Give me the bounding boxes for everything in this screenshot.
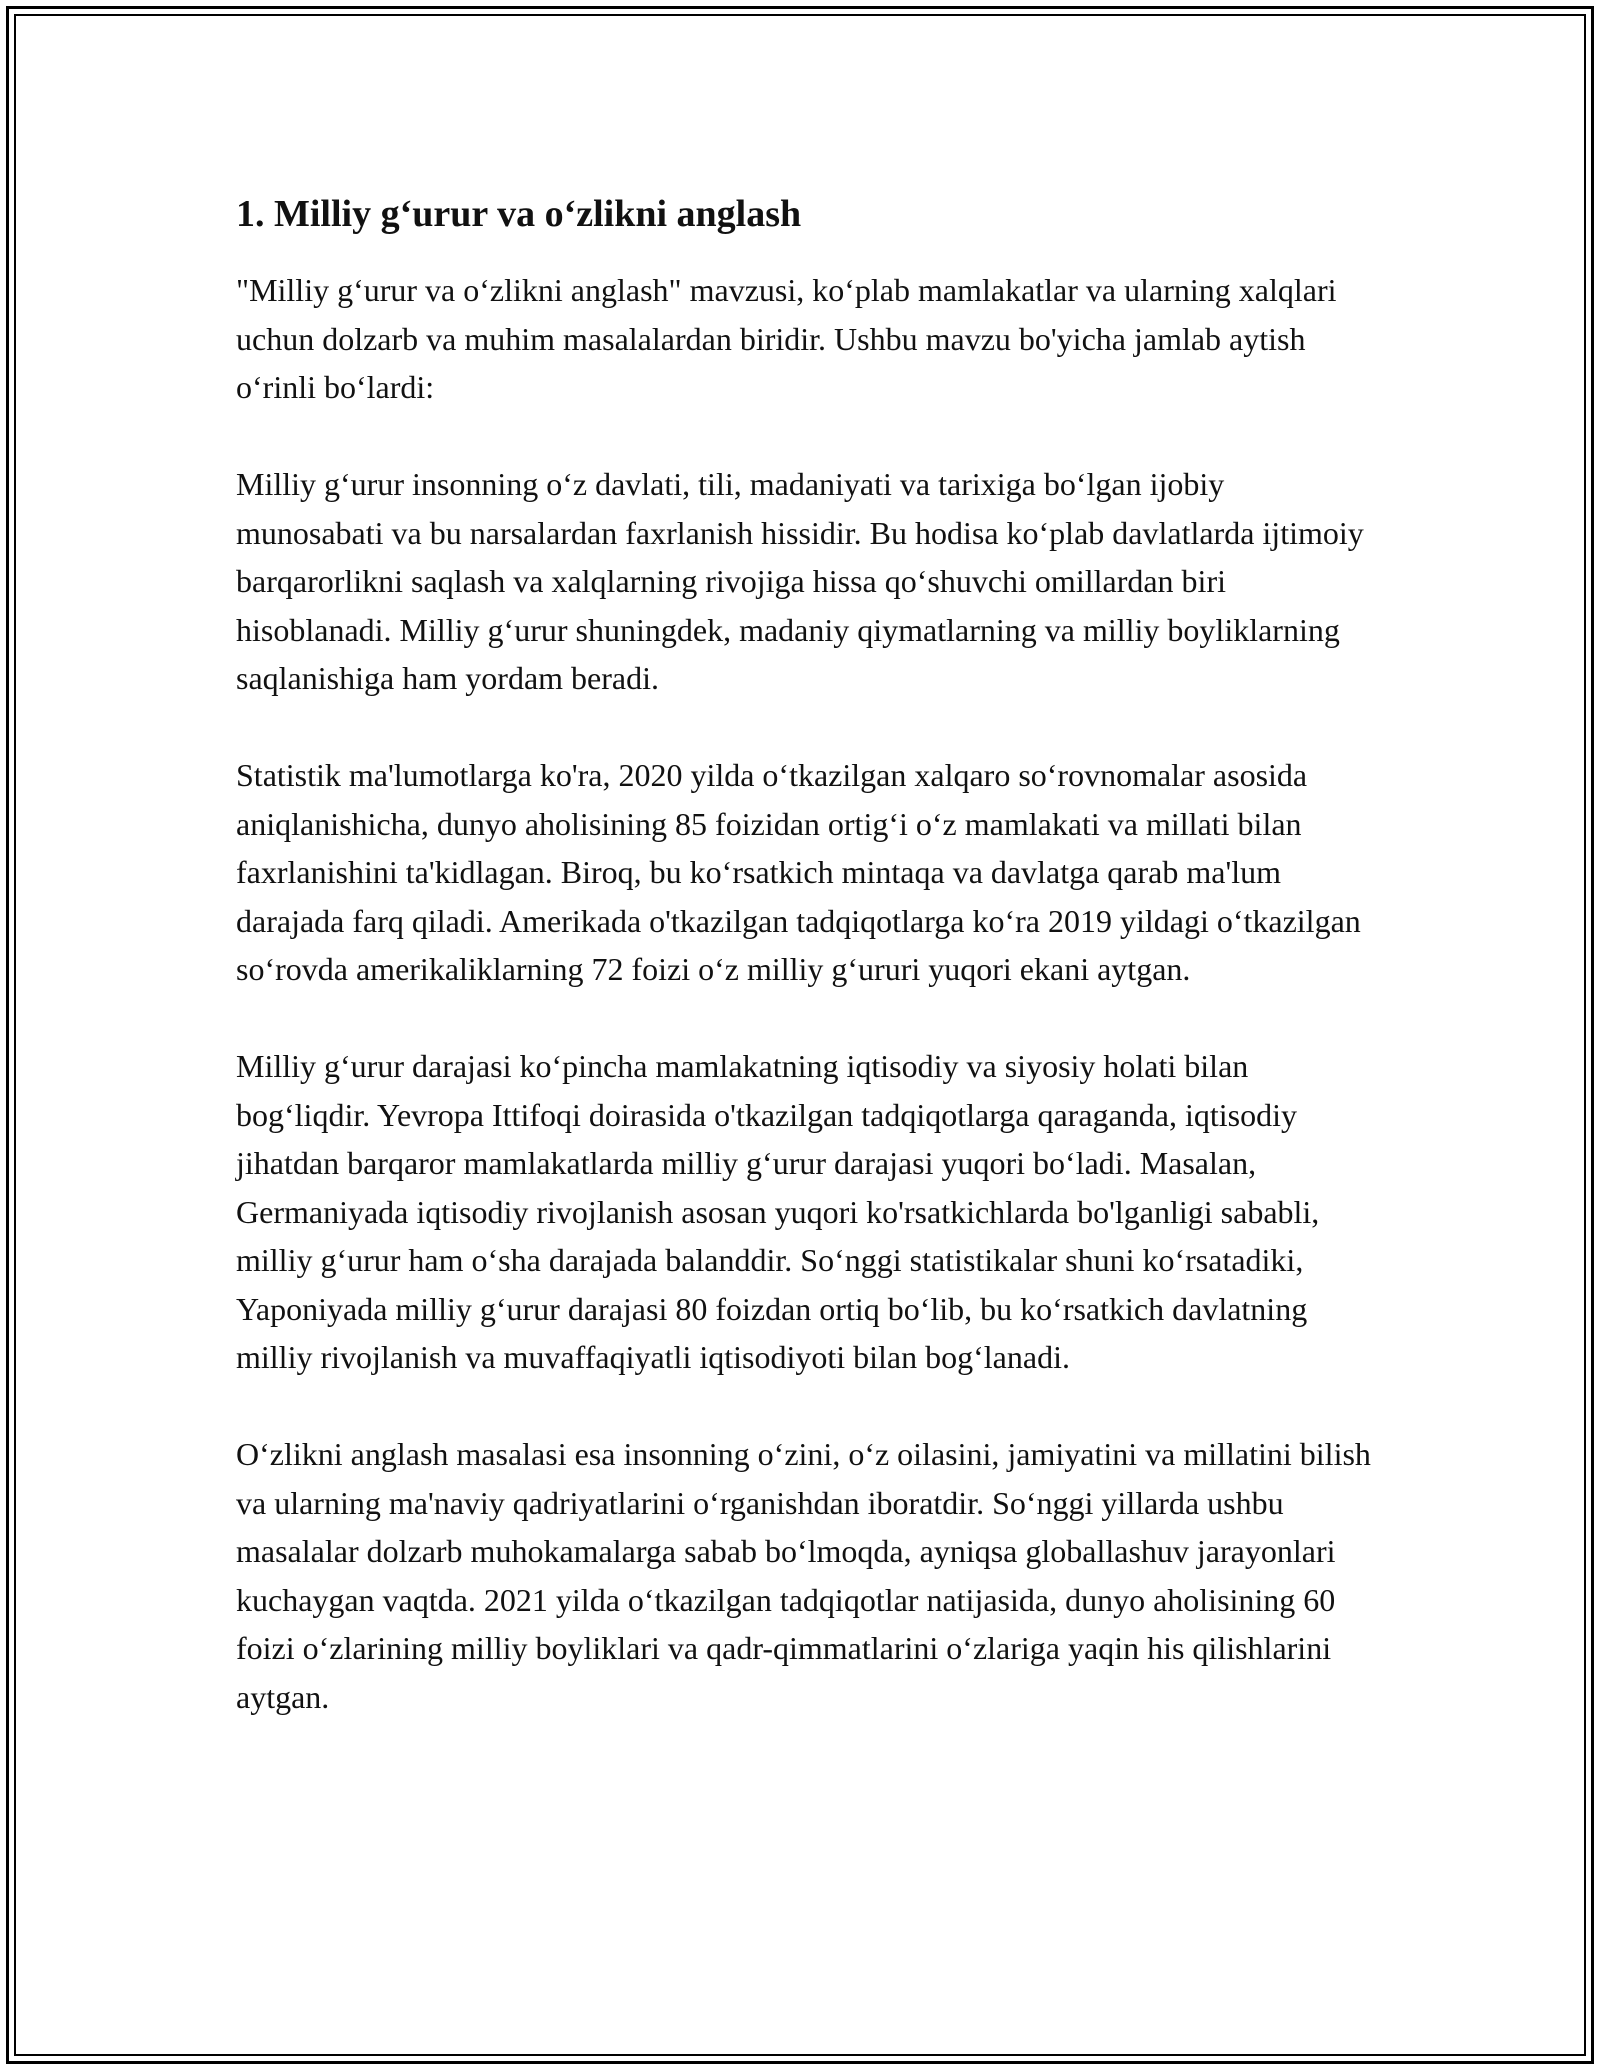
paragraph-intro: "Milliy g‘urur va o‘zlikni anglash" mavzusi, ko‘plab mamlakatlar va ularning xalqlari uchun dolzarb va muhim masalalardan biridir. Ushbu mavzu bo'yicha jamlab aytish o‘rinli bo‘lardi: <box>236 272 1337 405</box>
paragraph-economy: Milliy g‘urur darajasi ko‘pincha mamlakatning iqtisodiy va siyosiy holati bilan bog‘liqdir. Yevropa Ittifoqi doirasida o'tkazilgan tadqiqotlarga qaraganda, iqtisodiy jihatdan barqaror mamlakatlarda milliy g‘urur darajasi yuqori bo‘ladi. Masalan, Germaniyada iqtisodiy rivojlanish asosan yuqori ko'rsatkichlarda bo'lganligi sababli, milliy g‘urur ham o‘sha darajada balanddir. So‘nggi statistikalar shuni ko‘rsatadiki, Yaponiyada milliy g‘urur darajasi 80 foizdan ortiq bo‘lib, bu ko‘rsatkich davlatning milliy rivojlanish va muvaffaqiyatli iqtisodiyoti bilan bog‘lanadi. <box>236 1048 1320 1375</box>
paragraph-national-pride: Milliy g‘urur insonning o‘z davlati, tili, madaniyati va tarixiga bo‘lgan ijobiy munosabati va bu narsalardan faxrlanish hissidir. Bu hodisa ko‘plab davlatlarda ijtimoiy barqarorlikni saqlash va xalqlarning rivojiga hissa qo‘shuvchi omillardan biri hisoblanadi. Milliy g‘urur shuningdek, madaniy qiymatlarning va milliy boyliklarning saqlanishiga ham yordam beradi. <box>236 466 1364 696</box>
document-title: 1. Milliy g‘urur va o‘zlikni anglash <box>236 193 802 235</box>
document-body <box>236 190 1376 1770</box>
paragraph-statistics: Statistik ma'lumotlarga ko'ra, 2020 yilda o‘tkazilgan xalqaro so‘rovnomalar asosida aniqlanishicha, dunyo aholisining 85 foizidan ortig‘i o‘z mamlakati va millati bilan faxrlanishini ta'kidlagan. Biroq, bu ko‘rsatkich mintaqa va davlatga qarab ma'lum darajada farq qiladi. Amerikada o'tkazilgan tadqiqotlarga ko‘ra 2019 yildagi o‘tkazilgan so‘rovda amerikaliklarning 72 foizi o‘z milliy g‘ururi yuqori ekani aytgan. <box>236 757 1361 987</box>
paragraph-self-awareness: O‘zlikni anglash masalasi esa insonning o‘zini, o‘z oilasini, jamiyatini va millatini bilish va ularning ma'naviy qadriyatlarini o‘rganishdan iboratdir. So‘nggi yillarda ushbu masalalar dolzarb muhokamalarga sabab bo‘lmoqda, ayniqsa globallashuv jarayonlari kuchaygan vaqtda. 2021 yilda o‘tkazilgan tadqiqotlar natijasida, dunyo aholisining 60 foizi o‘zlarining milliy boyliklari va qadr-qimmatlarini o‘zlariga yaqin his qilishlarini aytgan. <box>236 1436 1371 1715</box>
